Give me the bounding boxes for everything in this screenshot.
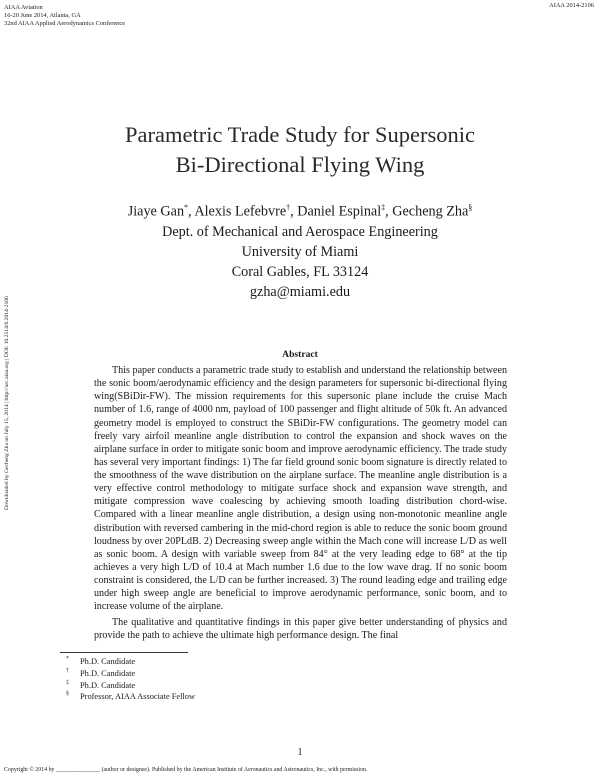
conference-line: AIAA Aviation <box>4 4 43 11</box>
email: gzha@miami.edu <box>249 283 351 300</box>
footnote-mark: † <box>66 667 69 674</box>
footnote <box>66 680 195 692</box>
footnote <box>66 668 195 680</box>
footnotes <box>66 656 195 703</box>
author-name: Daniel Espinal <box>297 203 382 220</box>
footnote-text: Ph.D. Candidate <box>80 668 136 678</box>
author-name: Gecheng Zha <box>392 203 469 220</box>
footnote <box>66 691 195 703</box>
footnote-mark: § <box>66 691 69 698</box>
author-mark: * <box>184 203 189 212</box>
footnote-text: Professor, AIAA Associate Fellow <box>80 692 196 702</box>
department: Dept. of Mechanical and Aerospace Engineering <box>162 223 438 240</box>
university: University of Miami <box>241 243 359 260</box>
footnote-mark: * <box>66 656 69 662</box>
author-name: Alexis Lefebvre <box>194 203 287 220</box>
footnote-mark: ‡ <box>66 679 69 686</box>
paper-id: AIAA 2014-2106 <box>549 2 594 9</box>
conference-info <box>4 4 125 29</box>
author-sep: , <box>385 203 393 220</box>
abstract-heading: Abstract <box>282 349 318 360</box>
author-list <box>0 198 600 222</box>
footnote-text: Ph.D. Candidate <box>80 680 136 690</box>
author-block <box>0 198 600 302</box>
footnote-divider <box>60 652 188 653</box>
title-line: Bi-Directional Flying Wing <box>175 152 425 177</box>
conference-line: 16-20 June 2014, Atlanta, GA <box>4 12 81 20</box>
abstract-body <box>94 364 507 645</box>
copyright-notice: Copyright © 2014 by _______________ (author or designee). Published by the American Institute of Aeronautics and Astronautics, Inc., with permission. <box>4 767 368 773</box>
abstract-paragraph: This paper conducts a parametric trade study to establish and understand the relationship between the sonic boom/aerodynamic efficiency and the design parameters for supersonic bi-directional flying wing(SBiDir-FW). The mission requirements for this supersonic plane include the cruise Mach number of 1.6, range of 4000 nm, payload of 100 passenger and flight altitude of 50k ft. An advanced geometry model is employed to construct the SBiDir-FW configurations. The geometry model can freely vary airfoil meanline angle distribution to control the expansion and shock waves on the airplane surface in order to mitigate sonic boom and improve aerodynamic efficiency. The trade study has several very important findings: 1) The far field ground sonic boom signature is directly related to the smoothness of the wave distribution on the airplane surface. The meanline angle distribution is a very effective control methodology to mitigate surface shock and expansion wave strength, and mitigate compression wave coalescing by achieving smooth loading distribution chord-wise. Compared with a linear meanline angle distribution, a design using non-monotonic meanline angle distribution with reversed cambering in the mid-chord region is able to reduce the sonic boom ground loudness by over 20PLdB. 2) Decreasing sweep angle within the Mach cone will increase L/D as well as sonic boom. A design with variable sweep from 84° at the very leading edge to 68° at the tip achieves a very high L/D of 10.4 at Mach number 1.6 due to the low wave drag. If no sonic boom constraint is considered, the L/D can be further increased. 3) The round leading edge and trailing edge under high sweep angle are beneficial to improve aerodynamic performance, sonic boom, and to increase volume of the airplane. <box>94 365 507 613</box>
abstract-paragraph: The qualitative and quantitative findings in this paper give better understanding of physics and provide the path to achieve the ultimate high performance design. The final <box>94 616 507 641</box>
author-name: Jiaye Gan <box>127 203 185 220</box>
footnote <box>66 656 195 668</box>
conference-line: 32nd AIAA Applied Aerodynamics Conference <box>4 20 126 28</box>
author-mark: † <box>286 203 291 212</box>
author-mark: ‡ <box>381 203 386 212</box>
download-notice: Downloaded by Gecheng Zha on July 15, 2014 | http://arc.aiaa.org | DOI: 10.2514/6.2014-2106 <box>4 296 10 510</box>
title-line: Parametric Trade Study for Supersonic <box>125 122 475 147</box>
page-number: 1 <box>297 747 303 758</box>
footnote-text: Ph.D. Candidate <box>80 657 136 666</box>
address: Coral Gables, FL 33124 <box>231 263 369 280</box>
paper-title <box>0 120 600 180</box>
author-mark: § <box>468 203 473 212</box>
author-sep: , <box>188 203 195 220</box>
author-sep: , <box>290 203 298 220</box>
